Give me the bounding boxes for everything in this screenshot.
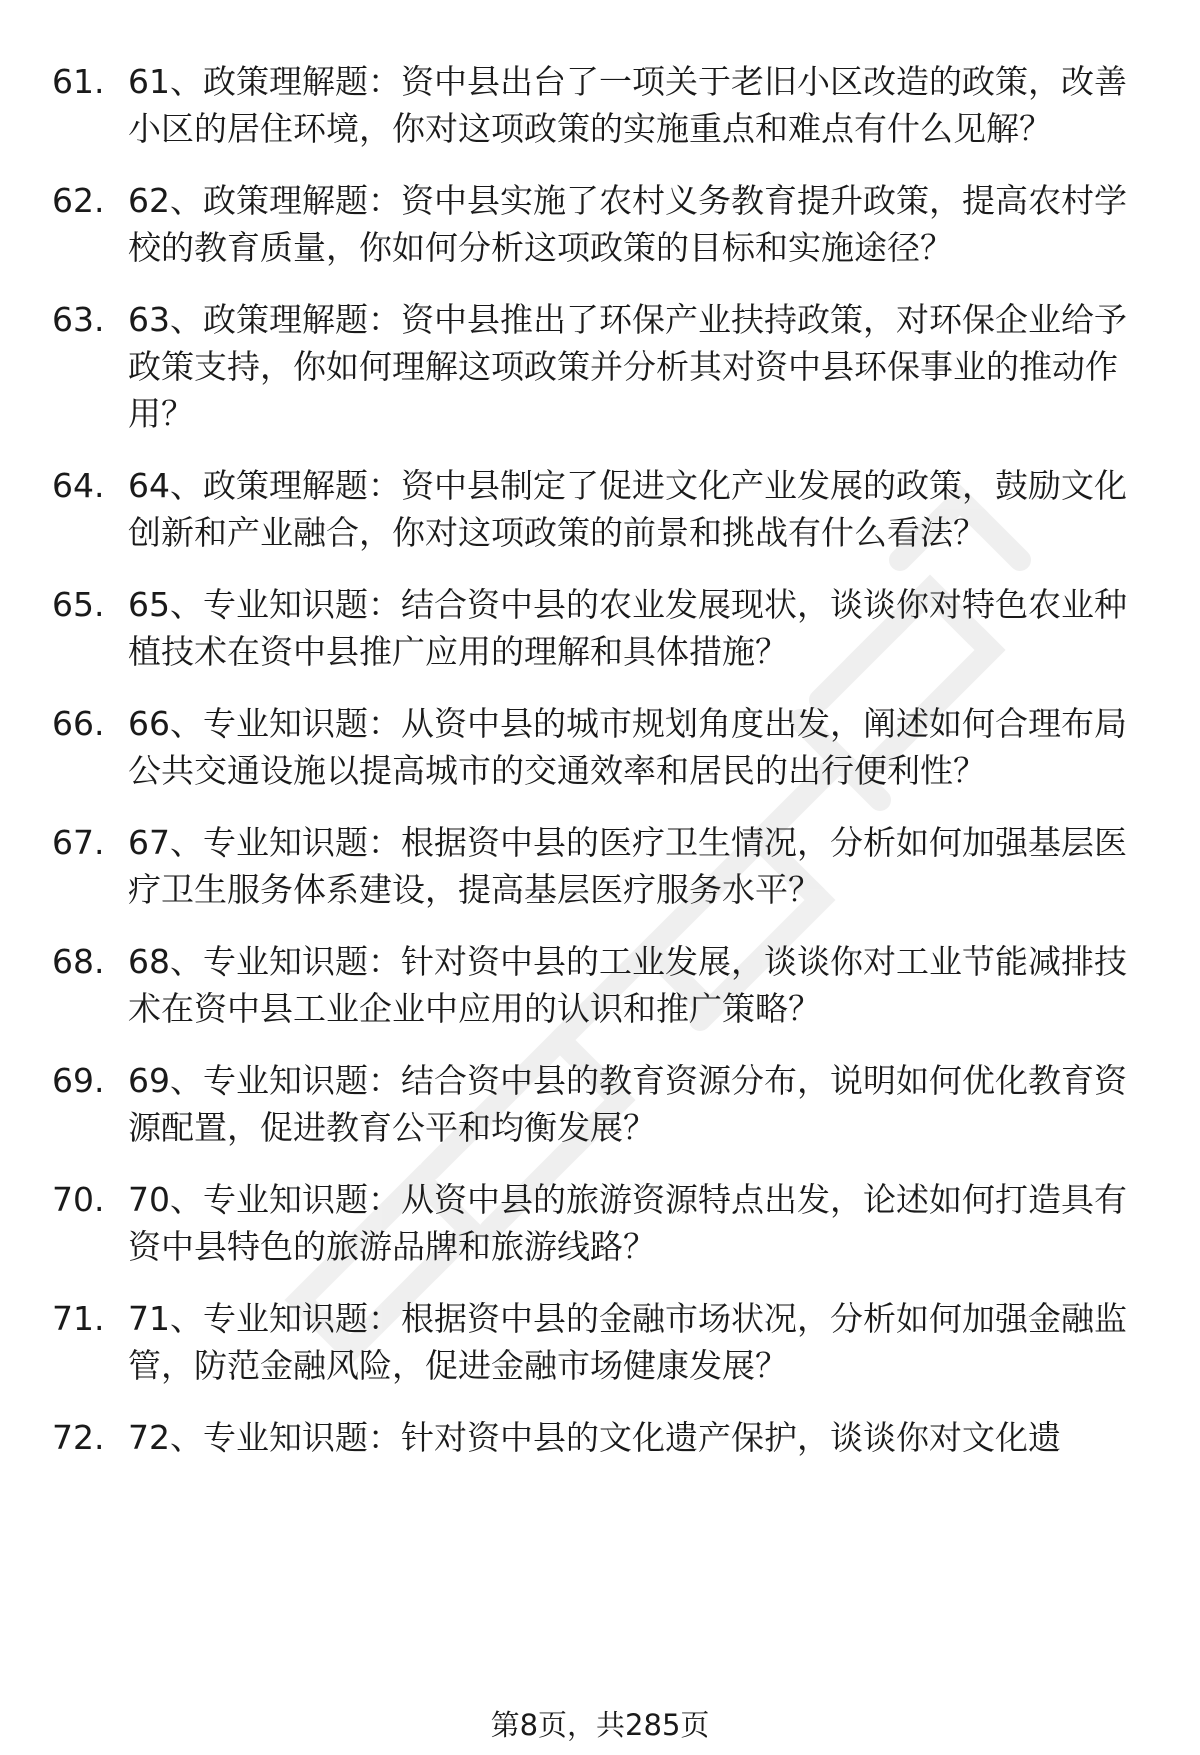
question-item	[52, 1414, 1152, 1461]
question-number: 72.	[52, 1418, 105, 1457]
question-number: 61.	[52, 62, 105, 101]
question-item	[52, 700, 1152, 794]
question-text: 71、专业知识题：根据资中县的金融市场状况，分析如何加强金融监管，防范金融风险，促进金融市场健康发展？	[128, 1299, 1127, 1385]
question-text: 63、政策理解题：资中县推出了环保产业扶持政策，对环保企业给予政策支持，你如何理解这项政策并分析其对资中县环保事业的推动作用？	[128, 300, 1127, 433]
question-text: 65、专业知识题：结合资中县的农业发展现状，谈谈你对特色农业种植技术在资中县推广应用的理解和具体措施？	[128, 585, 1127, 671]
question-item	[52, 58, 1152, 152]
question-number: 62.	[52, 181, 105, 220]
question-item	[52, 1057, 1152, 1151]
question-text: 69、专业知识题：结合资中县的教育资源分布，说明如何优化教育资源配置，促进教育公平和均衡发展？	[128, 1061, 1127, 1147]
page-number-footer: 第8页，共285页	[490, 1708, 710, 1742]
question-text: 67、专业知识题：根据资中县的医疗卫生情况，分析如何加强基层医疗卫生服务体系建设，提高基层医疗服务水平？	[128, 823, 1127, 909]
question-text: 68、专业知识题：针对资中县的工业发展，谈谈你对工业节能减排技术在资中县工业企业中应用的认识和推广策略？	[128, 942, 1127, 1028]
question-item	[52, 1176, 1152, 1270]
question-item	[52, 1295, 1152, 1389]
question-number: 70.	[52, 1180, 105, 1219]
question-text: 64、政策理解题：资中县制定了促进文化产业发展的政策，鼓励文化创新和产业融合，你对这项政策的前景和挑战有什么看法？	[128, 466, 1127, 552]
question-number: 69.	[52, 1061, 105, 1100]
question-text: 62、政策理解题：资中县实施了农村义务教育提升政策，提高农村学校的教育质量，你如何分析这项政策的目标和实施途径？	[128, 181, 1127, 267]
question-item	[52, 177, 1152, 271]
question-item	[52, 938, 1152, 1032]
question-text: 70、专业知识题：从资中县的旅游资源特点出发，论述如何打造具有资中县特色的旅游品牌和旅游线路？	[128, 1180, 1127, 1266]
question-number: 65.	[52, 585, 105, 624]
question-text: 66、专业知识题：从资中县的城市规划角度出发，阐述如何合理布局公共交通设施以提高城市的交通效率和居民的出行便利性？	[128, 704, 1127, 790]
question-number: 63.	[52, 300, 105, 339]
question-item	[52, 296, 1152, 437]
question-item	[52, 819, 1152, 913]
question-text: 72、专业知识题：针对资中县的文化遗产保护，谈谈你对文化遗	[128, 1418, 1061, 1457]
question-number: 71.	[52, 1299, 105, 1338]
question-number: 64.	[52, 466, 105, 505]
question-number: 67.	[52, 823, 105, 862]
question-number: 68.	[52, 942, 105, 981]
question-number: 66.	[52, 704, 105, 743]
question-text: 61、政策理解题：资中县出台了一项关于老旧小区改造的政策，改善小区的居住环境，你对这项政策的实施重点和难点有什么见解？	[128, 62, 1127, 148]
question-item	[52, 462, 1152, 556]
question-list	[52, 58, 1152, 1486]
question-item	[52, 581, 1152, 675]
